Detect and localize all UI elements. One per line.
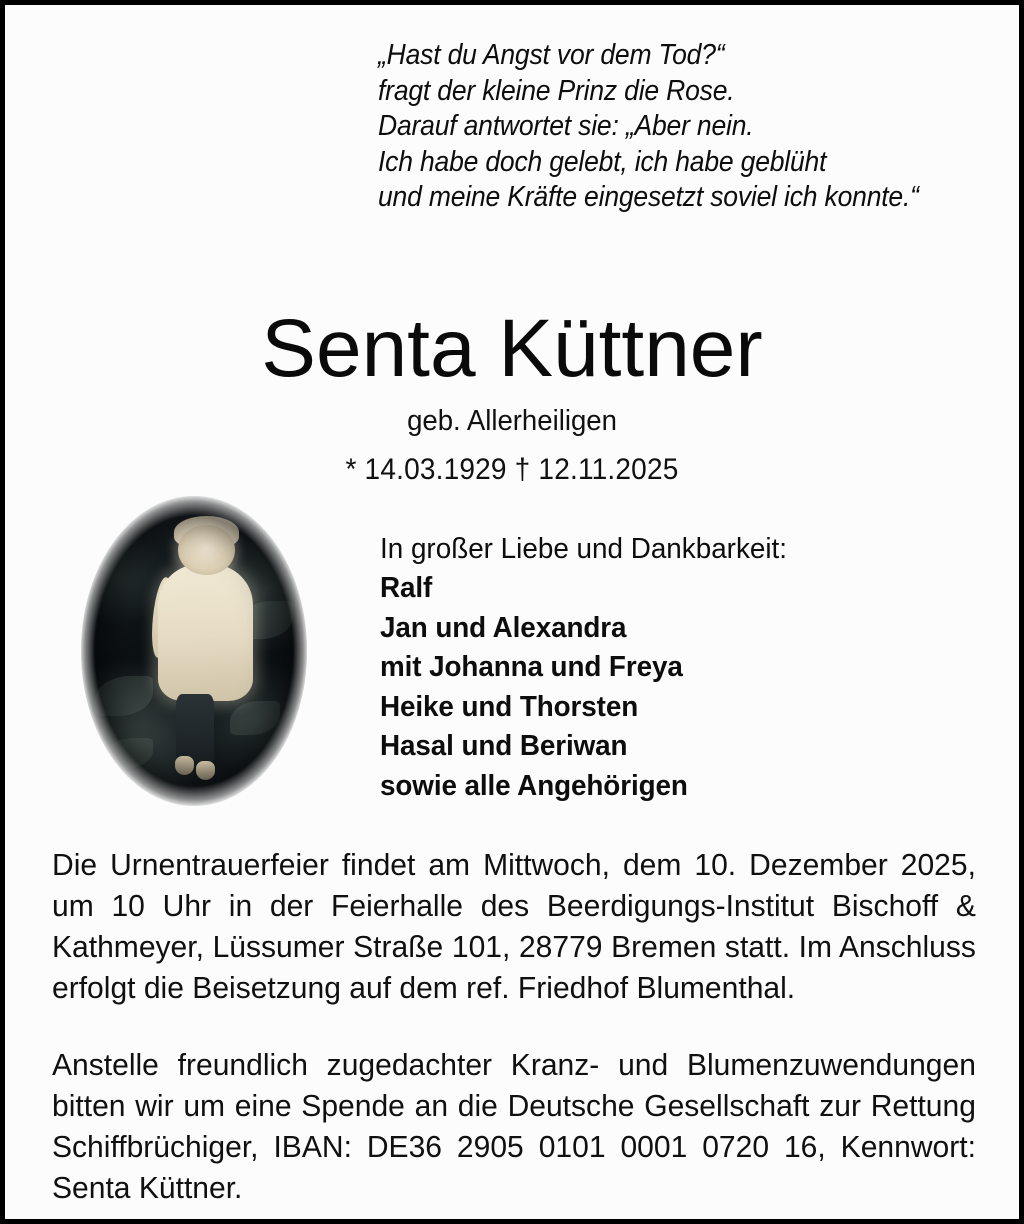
mourners-intro: In großer Liebe und Dankbarkeit: [380,533,788,565]
poem-line: Ich habe doch gelebt, ich habe geblüht [378,145,827,178]
deceased-dates: * 14.03.1929 † 12.11.2025 [345,453,679,486]
mourner-name: mit Johanna und Freya [380,651,683,683]
poem-line: und meine Kräfte eingesetzt soviel ich konnte.“ [378,181,919,213]
notice-inner [5,5,1019,1219]
donation-request-paragraph: Anstelle freundlich zugedachter Kranz- und Blumenzuwendungen bitten wir um eine Spende an die Deutsche Gesellschaft zur Rettung Schiffbrüchiger, IBAN: DE36 2905 0101 0001 0720 16, Kennwort: Senta Küttner. [52,1048,976,1205]
deceased-name: Senta Küttner [261,303,763,394]
mourner-name: Jan und Alexandra [380,611,627,644]
mourner-name: Ralf [380,572,433,604]
epigraph-poem [378,38,964,216]
funeral-details-paragraph: Die Urnentrauerfeier findet am Mittwoch, dem 10. Dezember 2025, um 10 Uhr in der Feierhalle des Beerdigungs-Institut Bischoff & Kathmeyer, Lüssumer Straße 101, 28779 Bremen statt. Im Anschluss erfolgt die Beisetzung auf dem ref. Friedhof Blumenthal. [52,848,976,1005]
photo-edge-fade [79,494,309,808]
mourners-block [380,530,1000,806]
poem-line: „Hast du Angst vor dem Tod?“ [378,39,725,71]
mourner-name: Heike und Thorsten [380,690,639,723]
deceased-maiden-name: geb. Allerheiligen [407,405,617,437]
mourner-name: sowie alle Angehörigen [380,769,688,802]
poem-line: fragt der kleine Prinz die Rose. [378,74,735,107]
mourner-name: Hasal und Beriwan [380,730,628,762]
poem-line: Darauf antwortet sie: „Aber nein. [378,110,754,142]
portrait-photo [81,496,307,806]
